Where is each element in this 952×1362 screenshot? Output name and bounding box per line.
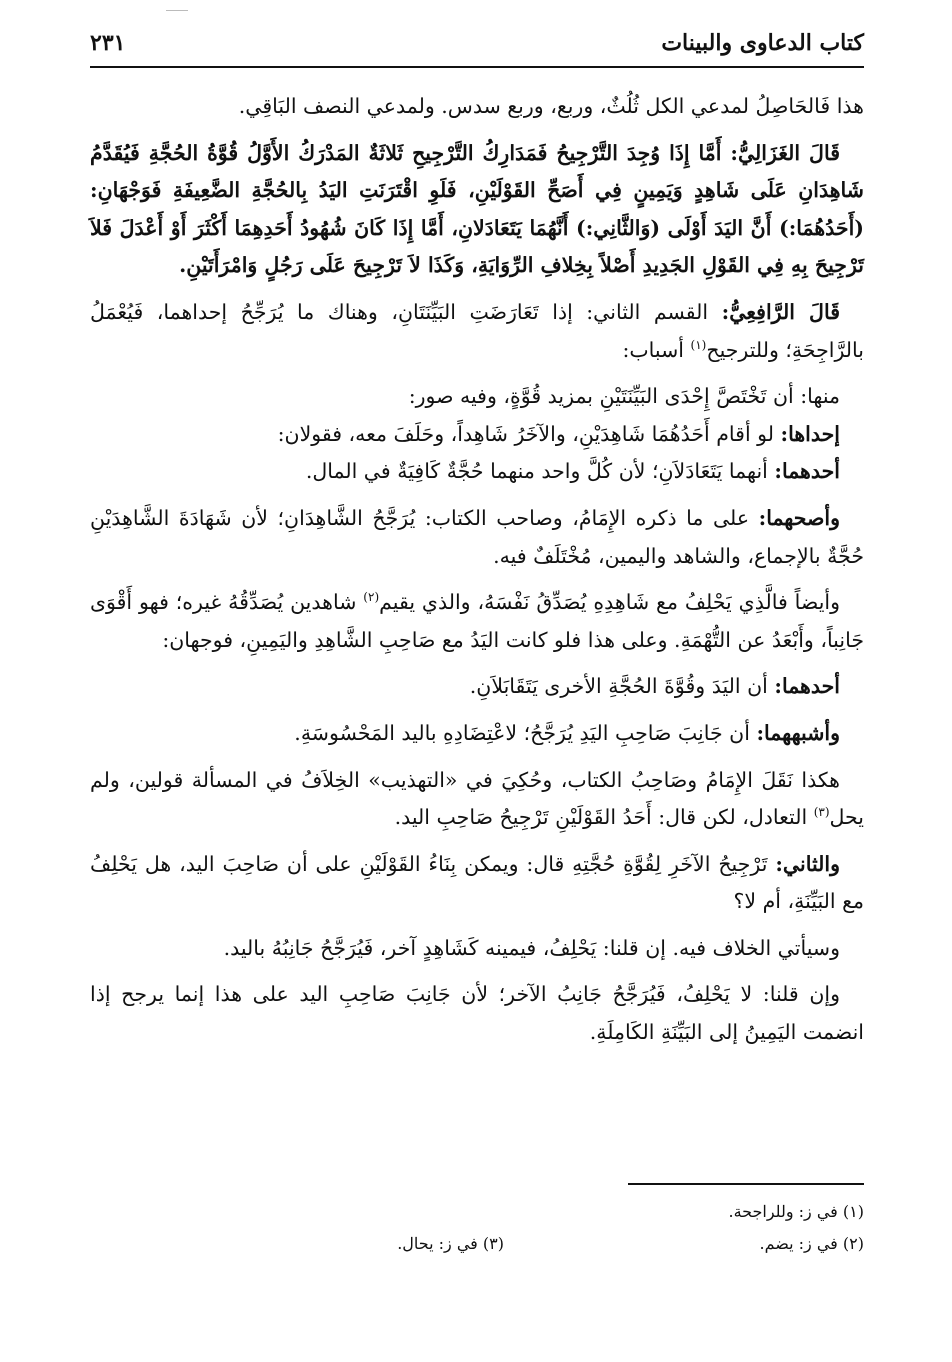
label-ashahhuhuma: وأصحهما: <box>758 505 840 530</box>
footnote-2: (٢) في ز: يضم. <box>759 1234 864 1253</box>
paragraph-14: وإن قلنا: لا يَحْلِفُ، فَيُرَجَّحُ جَانِبُ الآخر؛ لأن جَانِبَ صَاحِبِ اليد على هذا إنما يرجح إذا انضمت اليَمِينُ إلى البَيِّنَةِ الكَامِلَةِ. <box>90 982 864 1045</box>
text-ashbahuhuma: أن جَانِبَ صَاحِبِ اليَدِ يُرَجَّحُ؛ لاعْتِضَادِهِ باليد المَحْسُوسَةِ. <box>294 720 750 745</box>
paragraph-4: منها: أن تَخْتَصَّ إِحْدَى البَيِّنَتَيْنِ بمزيد قُوَّةٍ، وفيه صور: <box>408 384 840 409</box>
label-ahaduhuma-2: أحدهما: <box>774 674 840 699</box>
footnote-separator <box>628 1183 864 1185</box>
rafii-label: قَالَ الرَّافِعِيُّ: <box>721 299 840 324</box>
footnote-row-1 <box>90 1196 864 1228</box>
paragraph-6 <box>90 453 864 491</box>
text-thani: تَرْجِيحُ الآخَرِ لِقُوَّةِ حُجَّتِهِ قال: ويمكن بِنَاءُ القَوْلَيْنِ على أن صَاحِبَ اليد، هل يَحْلِفُ مع البَيِّنَةِ، أم لا؟ <box>90 851 864 914</box>
label-thani: والثاني: <box>775 851 840 876</box>
text-p11-tail: التعادل، لكن قال: أَحَدُ القَوْلَيْنِ تَرْجِيحُ صَاحِبِ اليد. <box>394 805 808 830</box>
footnote-3: (٣) في ز: يحال. <box>397 1234 504 1253</box>
text-p8-tail: شاهدين يُصَدِّقُهُ غيره؛ فهو أَقْوَى جَانِباً، وأَبْعَدُ عن التُّهْمَةِ. وعلى هذا فلو كانت اليَدُ مع صَاحِبِ الشَّاهِدِ واليَمِينِ، فوجهان: <box>90 590 864 652</box>
scan-mark <box>166 10 188 11</box>
page-body <box>90 88 864 1052</box>
paragraph-9 <box>90 668 864 706</box>
footnote-1: (١) في ز: وللراجحة. <box>728 1202 864 1221</box>
text-p8: وأيضاً فالَّذِي يَحْلِفُ مع شَاهِدِهِ يُصَدِّقُ نَفْسَهُ، والذي يقيم <box>379 590 840 615</box>
paragraph-13: وسيأتي الخلاف فيه. إن قلنا: يَحْلِفُ، فيمينه كَشَاهِدٍ آخر، فَيُرَجَّحُ جَانِبُهُ باليد. <box>223 935 840 960</box>
label-ihdaha: إحداها: <box>780 421 840 446</box>
paragraph-7 <box>90 500 864 575</box>
paragraph-rafii <box>90 294 864 369</box>
page-number: ٢٣١ <box>90 30 126 56</box>
paragraph-ghazali-text: قَالَ الغَزَالِيُّ: أَمَّا إِذَا وُجِدَ التَّرْجِيحُ فَمَدَارِكُ التَّرْجِيحِ ثَلاثَةٌ المَدْرَكُ الأَوَّلُ قُوَّةُ الحُجَّةِ فَيُقَدَّمُ شَاهِدَانِ عَلَى شَاهِدٍ وَيَمِينٍ فِي أَصَحِّ القَوْلَيْنِ، فَلَوِ اقْتَرَنَتِ اليَدُ بِالحُجَّةِ الضَّعِيفَةِ فَوَجْهَانِ: (أَحَدُهُمَا:) أَنَّ اليَدَ أَوْلَى (وَالثَّانِي:) أَنَّهُمَا يَتَعَادَلانِ، أَمَّا إِذَا كَانَ شُهُودُ أَحَدِهِمَا أَكْثَرَ أَوْ أَعْدَلَ فَلاَ تَرْجِيحَ بِهِ فِي القَوْلِ الجَدِيدِ أَصْلاً بِخِلافِ الرِّوَايَةِ، وَكَذَا لاَ تَرْجِيحَ عَلَى رَجُلٍ وَامْرَأَتَيْنِ. <box>90 140 864 278</box>
paragraph-12 <box>90 846 864 921</box>
label-ahaduhuma-1: أحدهما: <box>774 459 840 484</box>
text-p11: هكذا نَقَلَ الإِمَامُ وصَاحِبُ الكتاب، وحُكِيَ في «التهذيب» الخِلاَفُ في المسألة قولين، ولم يحل <box>90 767 864 830</box>
footnote-ref-2: (٢) <box>363 590 380 605</box>
rafii-tail: أسباب: <box>622 337 684 362</box>
footnote-row-2 <box>90 1228 864 1260</box>
paragraph-11 <box>90 762 864 837</box>
label-ashbahuhuma: وأشبههما: <box>756 720 840 745</box>
running-title: كتاب الدعاوى والبينات <box>661 30 864 56</box>
text-ahaduhuma-2: أن اليَدَ وقُوَّةَ الحُجَّةِ الأخرى يَتَقَابَلاَنِ. <box>469 674 768 699</box>
paragraph-8 <box>90 584 864 659</box>
text-ihdaha: لو أقام أَحَدُهُمَا شَاهِدَيْنِ، والآخَرُ شَاهِداً، وحَلَفَ معه، فقولان: <box>277 421 775 446</box>
paragraph-1: هذا فَالحَاصِلُ لمدعي الكل ثُلُثٌ، وربع، وربع سدس. ولمدعي النصف البَاقِي. <box>238 94 864 118</box>
paragraph-10 <box>90 715 864 753</box>
rafii-text: القسم الثاني: إذا تَعَارَضَتِ البَيِّنَتَانِ، وهناك ما يُرَجِّحُ إحداهما، فَيُعْمَلُ بالرَّاجِحَةِ؛ وللترجيح <box>90 299 864 362</box>
text-ashahhuhuma: على ما ذكره الإِمَامُ، وصاحب الكتاب: يُرَجَّحُ الشَّاهِدَانِ؛ لأن شَهَادَةَ الشَّاهِدَيْنِ حُجَّةٌ بالإجماع، والشاهد واليمين، مُخْتَلَفٌ فيه. <box>90 505 864 568</box>
page-header <box>90 26 864 68</box>
footnote-ref-3: (٣) <box>813 805 830 820</box>
footnotes <box>90 1196 864 1260</box>
footnote-ref-1: (١) <box>690 337 707 352</box>
text-ahaduhuma-1: أنهما يَتَعَادَلاَنِ؛ لأن كُلَّ واحد منهما حُجَّةٌ كَافِيَةٌ في المال. <box>305 459 768 484</box>
paragraph-5 <box>90 416 864 454</box>
